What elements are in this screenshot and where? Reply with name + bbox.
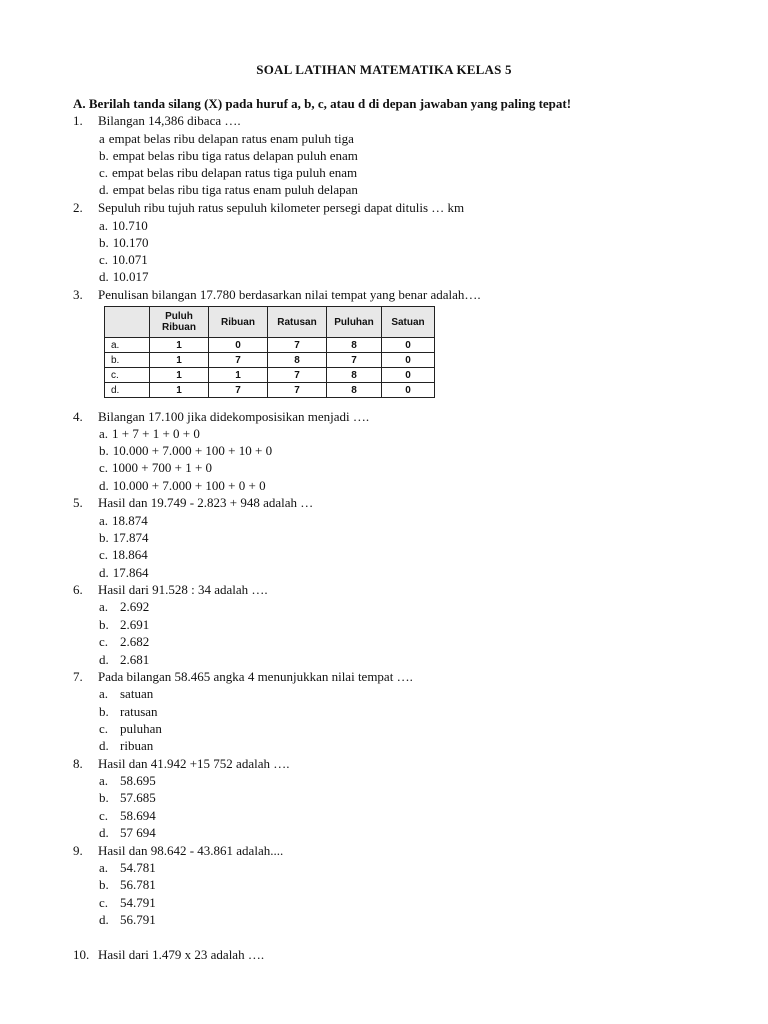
option-text: 54.791 xyxy=(120,895,156,910)
table-header-row xyxy=(105,307,435,338)
option-text: empat belas ribu delapan ratus tiga puluh enam xyxy=(112,165,358,180)
option-letter: d. xyxy=(99,182,109,197)
table-header-cell: Ribuan xyxy=(209,307,268,338)
option-text: 17.874 xyxy=(112,530,149,545)
table-cell: 8 xyxy=(327,338,382,353)
question-text: Hasil dan 98.642 - 43.861 adalah.... xyxy=(98,843,284,858)
question-8 xyxy=(73,756,289,772)
table-cell: 0 xyxy=(382,368,435,383)
option-6b[interactable] xyxy=(99,617,149,633)
option-letter: a. xyxy=(99,773,109,788)
option-text: 10.017 xyxy=(112,269,149,284)
option-letter: d. xyxy=(99,912,109,927)
option-9a[interactable] xyxy=(99,860,156,876)
option-5d[interactable] xyxy=(99,565,149,581)
option-letter: b. xyxy=(99,877,109,892)
option-letter: b. xyxy=(99,235,109,250)
option-letter: c. xyxy=(99,165,109,180)
table-cell: c. xyxy=(105,368,150,383)
question-text: Penulisan bilangan 17.780 berdasarkan nilai tempat yang benar adalah…. xyxy=(98,287,481,302)
option-letter: a. xyxy=(99,686,109,701)
option-5b[interactable] xyxy=(99,530,149,546)
table-cell: b. xyxy=(105,353,150,368)
option-letter: a. xyxy=(99,218,109,233)
option-text: 18.874 xyxy=(112,513,148,528)
question-5 xyxy=(73,495,313,511)
table-row[interactable] xyxy=(105,383,435,398)
option-letter: b. xyxy=(99,443,109,458)
option-text: 1 + 7 + 1 + 0 + 0 xyxy=(112,426,200,441)
option-text: 58.695 xyxy=(120,773,156,788)
option-text: empat belas ribu tiga ratus enam puluh delapan xyxy=(112,182,358,197)
table-cell: 1 xyxy=(209,368,268,383)
option-letter: a. xyxy=(99,513,109,528)
option-2b[interactable] xyxy=(99,235,149,251)
question-9 xyxy=(73,843,283,859)
question-3 xyxy=(73,287,481,303)
question-text: Bilangan 17.100 jika didekomposisikan menjadi …. xyxy=(98,409,370,424)
table-cell: a. xyxy=(105,338,150,353)
page-title: SOAL LATIHAN MATEMATIKA KELAS 5 xyxy=(256,62,512,77)
option-letter: d. xyxy=(99,738,109,753)
option-text: 2.682 xyxy=(120,634,150,649)
option-8b[interactable] xyxy=(99,790,156,806)
question-10 xyxy=(73,947,264,963)
question-number: 6. xyxy=(73,582,83,597)
section-a-instruction: A. Berilah tanda silang (X) pada huruf a, b, c, atau d di depan jawaban yang paling tepat! xyxy=(73,96,572,111)
question-number: 1. xyxy=(73,113,83,128)
table-cell: 7 xyxy=(268,368,327,383)
option-letter: b. xyxy=(99,704,109,719)
table-cell: 1 xyxy=(150,368,209,383)
option-letter: c. xyxy=(99,460,109,475)
option-7d[interactable] xyxy=(99,738,153,754)
option-9b[interactable] xyxy=(99,877,156,893)
option-text: 57 694 xyxy=(120,825,156,840)
table-cell: 8 xyxy=(327,383,382,398)
table-cell: 0 xyxy=(382,383,435,398)
option-text: 57.685 xyxy=(120,790,156,805)
question-number: 10. xyxy=(73,947,90,962)
option-text: 10.710 xyxy=(112,218,148,233)
table-cell: 1 xyxy=(150,338,209,353)
question-text: Bilangan 14,386 dibaca …. xyxy=(98,113,241,128)
option-2a[interactable] xyxy=(99,218,148,234)
question-number: 5. xyxy=(73,495,83,510)
option-text: ribuan xyxy=(120,738,154,753)
option-1a[interactable] xyxy=(99,131,354,147)
table-cell: 1 xyxy=(150,353,209,368)
option-text: 2.691 xyxy=(120,617,150,632)
option-1b[interactable] xyxy=(99,148,358,164)
table-header-cell: Ratusan xyxy=(268,307,327,338)
option-text: 10.071 xyxy=(112,252,148,267)
option-text: puluhan xyxy=(120,721,162,736)
option-letter: d. xyxy=(99,565,109,580)
option-text: 1000 + 700 + 1 + 0 xyxy=(112,460,213,475)
table-header-cell: Puluhan xyxy=(327,307,382,338)
option-text: 18.864 xyxy=(112,547,148,562)
table-cell: 1 xyxy=(150,383,209,398)
option-letter: d. xyxy=(99,269,109,284)
question-text: Pada bilangan 58.465 angka 4 menunjukkan nilai tempat …. xyxy=(98,669,413,684)
option-letter: c. xyxy=(99,252,109,267)
option-text: 56.791 xyxy=(120,912,156,927)
table-cell: d. xyxy=(105,383,150,398)
table-header-cell xyxy=(105,307,150,338)
table-cell: 0 xyxy=(209,338,268,353)
question-text: Hasil dan 41.942 +15 752 adalah …. xyxy=(98,756,290,771)
option-letter: d. xyxy=(99,652,109,667)
option-6c[interactable] xyxy=(99,634,149,650)
option-letter: c. xyxy=(99,721,109,736)
table-cell: 0 xyxy=(382,338,435,353)
option-8c[interactable] xyxy=(99,808,156,824)
option-letter: c. xyxy=(99,547,109,562)
option-4d[interactable] xyxy=(99,478,266,494)
question-number: 4. xyxy=(73,409,83,424)
option-text: ratusan xyxy=(120,704,158,719)
option-2c[interactable] xyxy=(99,252,148,268)
table-cell: 8 xyxy=(327,368,382,383)
table-header-cell: Satuan xyxy=(382,307,435,338)
option-letter: c. xyxy=(99,808,109,823)
question-number: 8. xyxy=(73,756,83,771)
option-text: 54.781 xyxy=(120,860,156,875)
option-text: 10.000 + 7.000 + 100 + 0 + 0 xyxy=(112,478,266,493)
question-1 xyxy=(73,113,241,129)
question-number: 3. xyxy=(73,287,83,302)
table-header-cell: Puluh Ribuan xyxy=(150,307,209,338)
table-row[interactable] xyxy=(105,338,435,353)
option-4c[interactable] xyxy=(99,460,212,476)
question-text: Hasil dari 1.479 x 23 adalah …. xyxy=(98,947,265,962)
option-text: 10.170 xyxy=(112,235,149,250)
option-letter: d. xyxy=(99,478,109,493)
table-cell: 7 xyxy=(209,353,268,368)
table-cell: 7 xyxy=(209,383,268,398)
question-number: 2. xyxy=(73,200,83,215)
option-7b[interactable] xyxy=(99,704,158,720)
option-text: 2.692 xyxy=(120,599,150,614)
table-cell: 7 xyxy=(268,338,327,353)
option-9d[interactable] xyxy=(99,912,156,928)
option-letter: b. xyxy=(99,617,109,632)
option-letter: a. xyxy=(99,426,109,441)
option-1d[interactable] xyxy=(99,182,358,198)
option-6d[interactable] xyxy=(99,652,149,668)
option-text: 58.694 xyxy=(120,808,156,823)
option-text: 17.864 xyxy=(112,565,149,580)
option-6a[interactable] xyxy=(99,599,149,615)
option-text: 2.681 xyxy=(120,652,150,667)
question-4 xyxy=(73,409,369,425)
question-number: 7. xyxy=(73,669,83,684)
option-text: empat belas ribu delapan ratus enam puluh tiga xyxy=(108,131,354,146)
option-letter: d. xyxy=(99,825,109,840)
option-letter: c. xyxy=(99,634,109,649)
question-7 xyxy=(73,669,413,685)
option-7a[interactable] xyxy=(99,686,153,702)
option-letter: b. xyxy=(99,790,109,805)
option-text: 56.781 xyxy=(120,877,156,892)
option-5c[interactable] xyxy=(99,547,148,563)
option-text: empat belas ribu tiga ratus delapan puluh enam xyxy=(112,148,358,163)
option-2d[interactable] xyxy=(99,269,149,285)
question-number: 9. xyxy=(73,843,83,858)
question-text: Hasil dari 91.528 : 34 adalah …. xyxy=(98,582,268,597)
option-8a[interactable] xyxy=(99,773,156,789)
option-letter: b. xyxy=(99,148,109,163)
table-row[interactable] xyxy=(105,368,435,383)
option-letter: a. xyxy=(99,860,109,875)
table-cell: 7 xyxy=(327,353,382,368)
option-4a[interactable] xyxy=(99,426,200,442)
option-1c[interactable] xyxy=(99,165,357,181)
table-row[interactable] xyxy=(105,353,435,368)
option-letter: c. xyxy=(99,895,109,910)
option-8d[interactable] xyxy=(99,825,156,841)
table-cell: 0 xyxy=(382,353,435,368)
option-letter: a xyxy=(99,131,105,146)
option-9c[interactable] xyxy=(99,895,156,911)
question-2 xyxy=(73,200,464,216)
table-cell: 7 xyxy=(268,383,327,398)
table-cell: 8 xyxy=(268,353,327,368)
question-text: Sepuluh ribu tujuh ratus sepuluh kilometer persegi dapat ditulis … km xyxy=(98,200,465,215)
option-5a[interactable] xyxy=(99,513,148,529)
option-letter: b. xyxy=(99,530,109,545)
place-value-table xyxy=(104,306,435,398)
option-text: 10.000 + 7.000 + 100 + 10 + 0 xyxy=(112,443,273,458)
option-7c[interactable] xyxy=(99,721,162,737)
option-text: satuan xyxy=(120,686,154,701)
question-text: Hasil dan 19.749 - 2.823 + 948 adalah … xyxy=(98,495,314,510)
option-4b[interactable] xyxy=(99,443,272,459)
option-letter: a. xyxy=(99,599,109,614)
question-6 xyxy=(73,582,268,598)
